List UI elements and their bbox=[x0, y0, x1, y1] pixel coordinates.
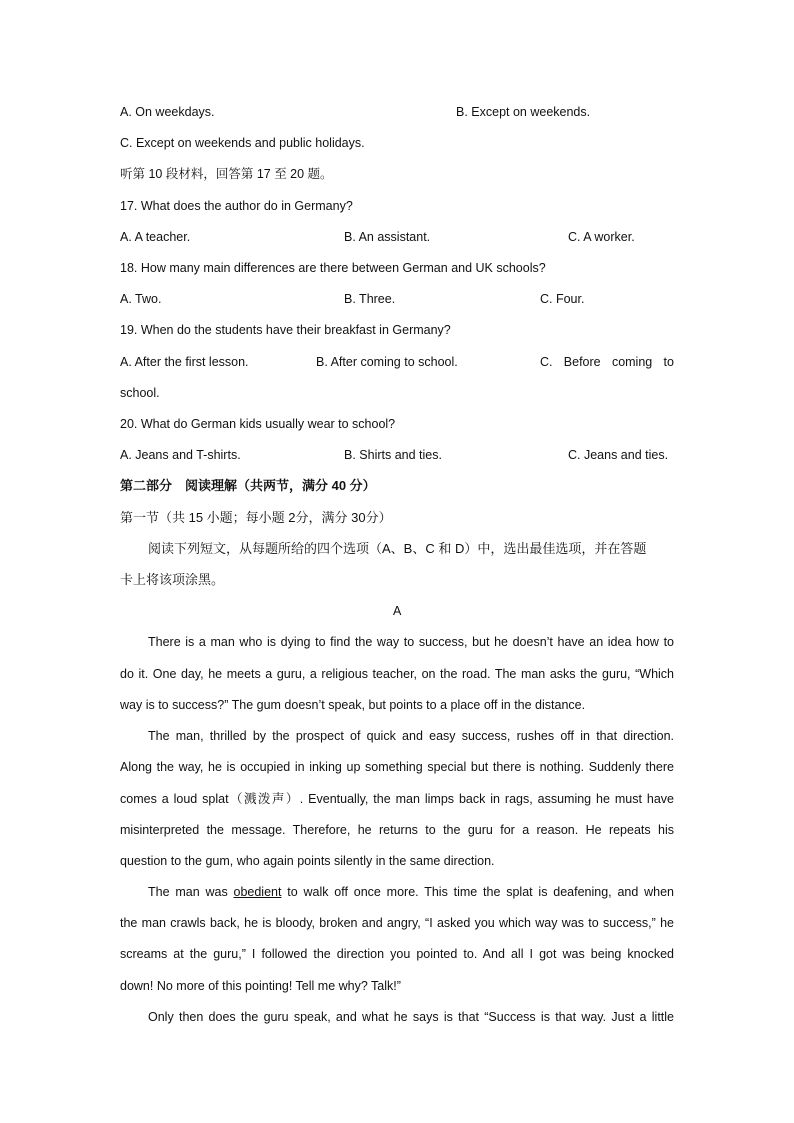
part2-heading: 第二部分 阅读理解（共两节，满分 40 分） bbox=[120, 478, 376, 493]
passage-text: The man was bbox=[148, 885, 234, 899]
passage-line: Only then does the guru speak, and what he says is that “Success is that way. Just a little bbox=[148, 1010, 674, 1024]
passage-line: way is to success?” The gum doesn’t speak, but points to a place off in the distance. bbox=[120, 698, 586, 712]
q19-option-c-word: C. bbox=[540, 355, 553, 369]
passage-line: misinterpreted the message. Therefore, he returns to the guru for a reason. He repeats his bbox=[120, 823, 674, 837]
instructions-line1: 阅读下列短文，从每题所给的四个选项（A、B、C 和 D）中，选出最佳选项，并在答题 bbox=[148, 541, 647, 556]
passage-line: comes a loud splat（溅泼声）. Eventually, the man limps back in rags, assuming he must have bbox=[120, 792, 674, 806]
passage-line: screams at the guru,” I followed the direction you pointed to. And all I got was being knocked bbox=[120, 947, 674, 961]
passage-label: A bbox=[393, 604, 402, 618]
passage-line bbox=[148, 884, 674, 900]
q18-option-a: A. Two. bbox=[120, 292, 162, 306]
q18-stem: 18. How many main differences are there between German and UK schools? bbox=[120, 261, 546, 275]
q16-option-b: B. Except on weekends. bbox=[456, 105, 591, 119]
q17-option-b: B. An assistant. bbox=[344, 230, 431, 244]
passage-line: There is a man who is dying to find the way to success, but he doesn’t have an idea how to bbox=[148, 635, 674, 649]
q16-option-a: A. On weekdays. bbox=[120, 105, 215, 119]
passage-line: The man, thrilled by the prospect of quick and easy success, rushes off in that direction. bbox=[148, 729, 674, 743]
q17-option-c: C. A worker. bbox=[568, 230, 635, 244]
passage-line: the man crawls back, he is bloody, broken and angry, “I asked you which way was to success,” he bbox=[120, 916, 674, 930]
q19-option-b: B. After coming to school. bbox=[316, 355, 458, 369]
q19-stem: 19. When do the students have their breakfast in Germany? bbox=[120, 323, 451, 337]
q20-option-a: A. Jeans and T-shirts. bbox=[120, 448, 241, 462]
instructions-line2: 卡上将该项涂黑。 bbox=[120, 572, 225, 587]
passage-line: question to the gum, who again points silently in the same direction. bbox=[120, 854, 495, 868]
q19-option-c-word: coming bbox=[611, 355, 653, 369]
q18-option-b: B. Three. bbox=[344, 292, 396, 306]
q20-option-c: C. Jeans and ties. bbox=[568, 448, 669, 462]
q16-option-c: C. Except on weekends and public holidays. bbox=[120, 136, 365, 150]
q17-stem: 17. What does the author do in Germany? bbox=[120, 199, 353, 213]
passage-line: do it. One day, he meets a guru, a religious teacher, on the road. The man asks the guru, “Which bbox=[120, 667, 674, 681]
passage-line: down! No more of this pointing! Tell me why? Talk!” bbox=[120, 979, 401, 993]
q19-option-c-word: to bbox=[663, 355, 674, 369]
section10-heading: 听第 10 段材料，回答第 17 至 20 题。 bbox=[120, 167, 333, 181]
q20-option-b: B. Shirts and ties. bbox=[344, 448, 442, 462]
q17-option-a: A. A teacher. bbox=[120, 230, 191, 244]
q18-option-c: C. Four. bbox=[540, 292, 585, 306]
q20-stem: 20. What do German kids usually wear to school? bbox=[120, 417, 396, 431]
passage-line: Along the way, he is occupied in inking up something special but there is nothing. Suddenly there bbox=[120, 760, 674, 774]
q19-option-c bbox=[540, 354, 674, 370]
q19-option-a: A. After the first lesson. bbox=[120, 355, 249, 369]
underlined-word-obedient: obedient bbox=[233, 885, 282, 899]
passage-text: to walk off once more. This time the splat is deafening, and when bbox=[281, 885, 674, 899]
q19-option-c-word: Before bbox=[563, 355, 601, 369]
section1-heading: 第一节（共 15 小题；每小题 2分，满分 30分） bbox=[120, 510, 392, 525]
q19-option-c-continued: school. bbox=[120, 386, 160, 400]
